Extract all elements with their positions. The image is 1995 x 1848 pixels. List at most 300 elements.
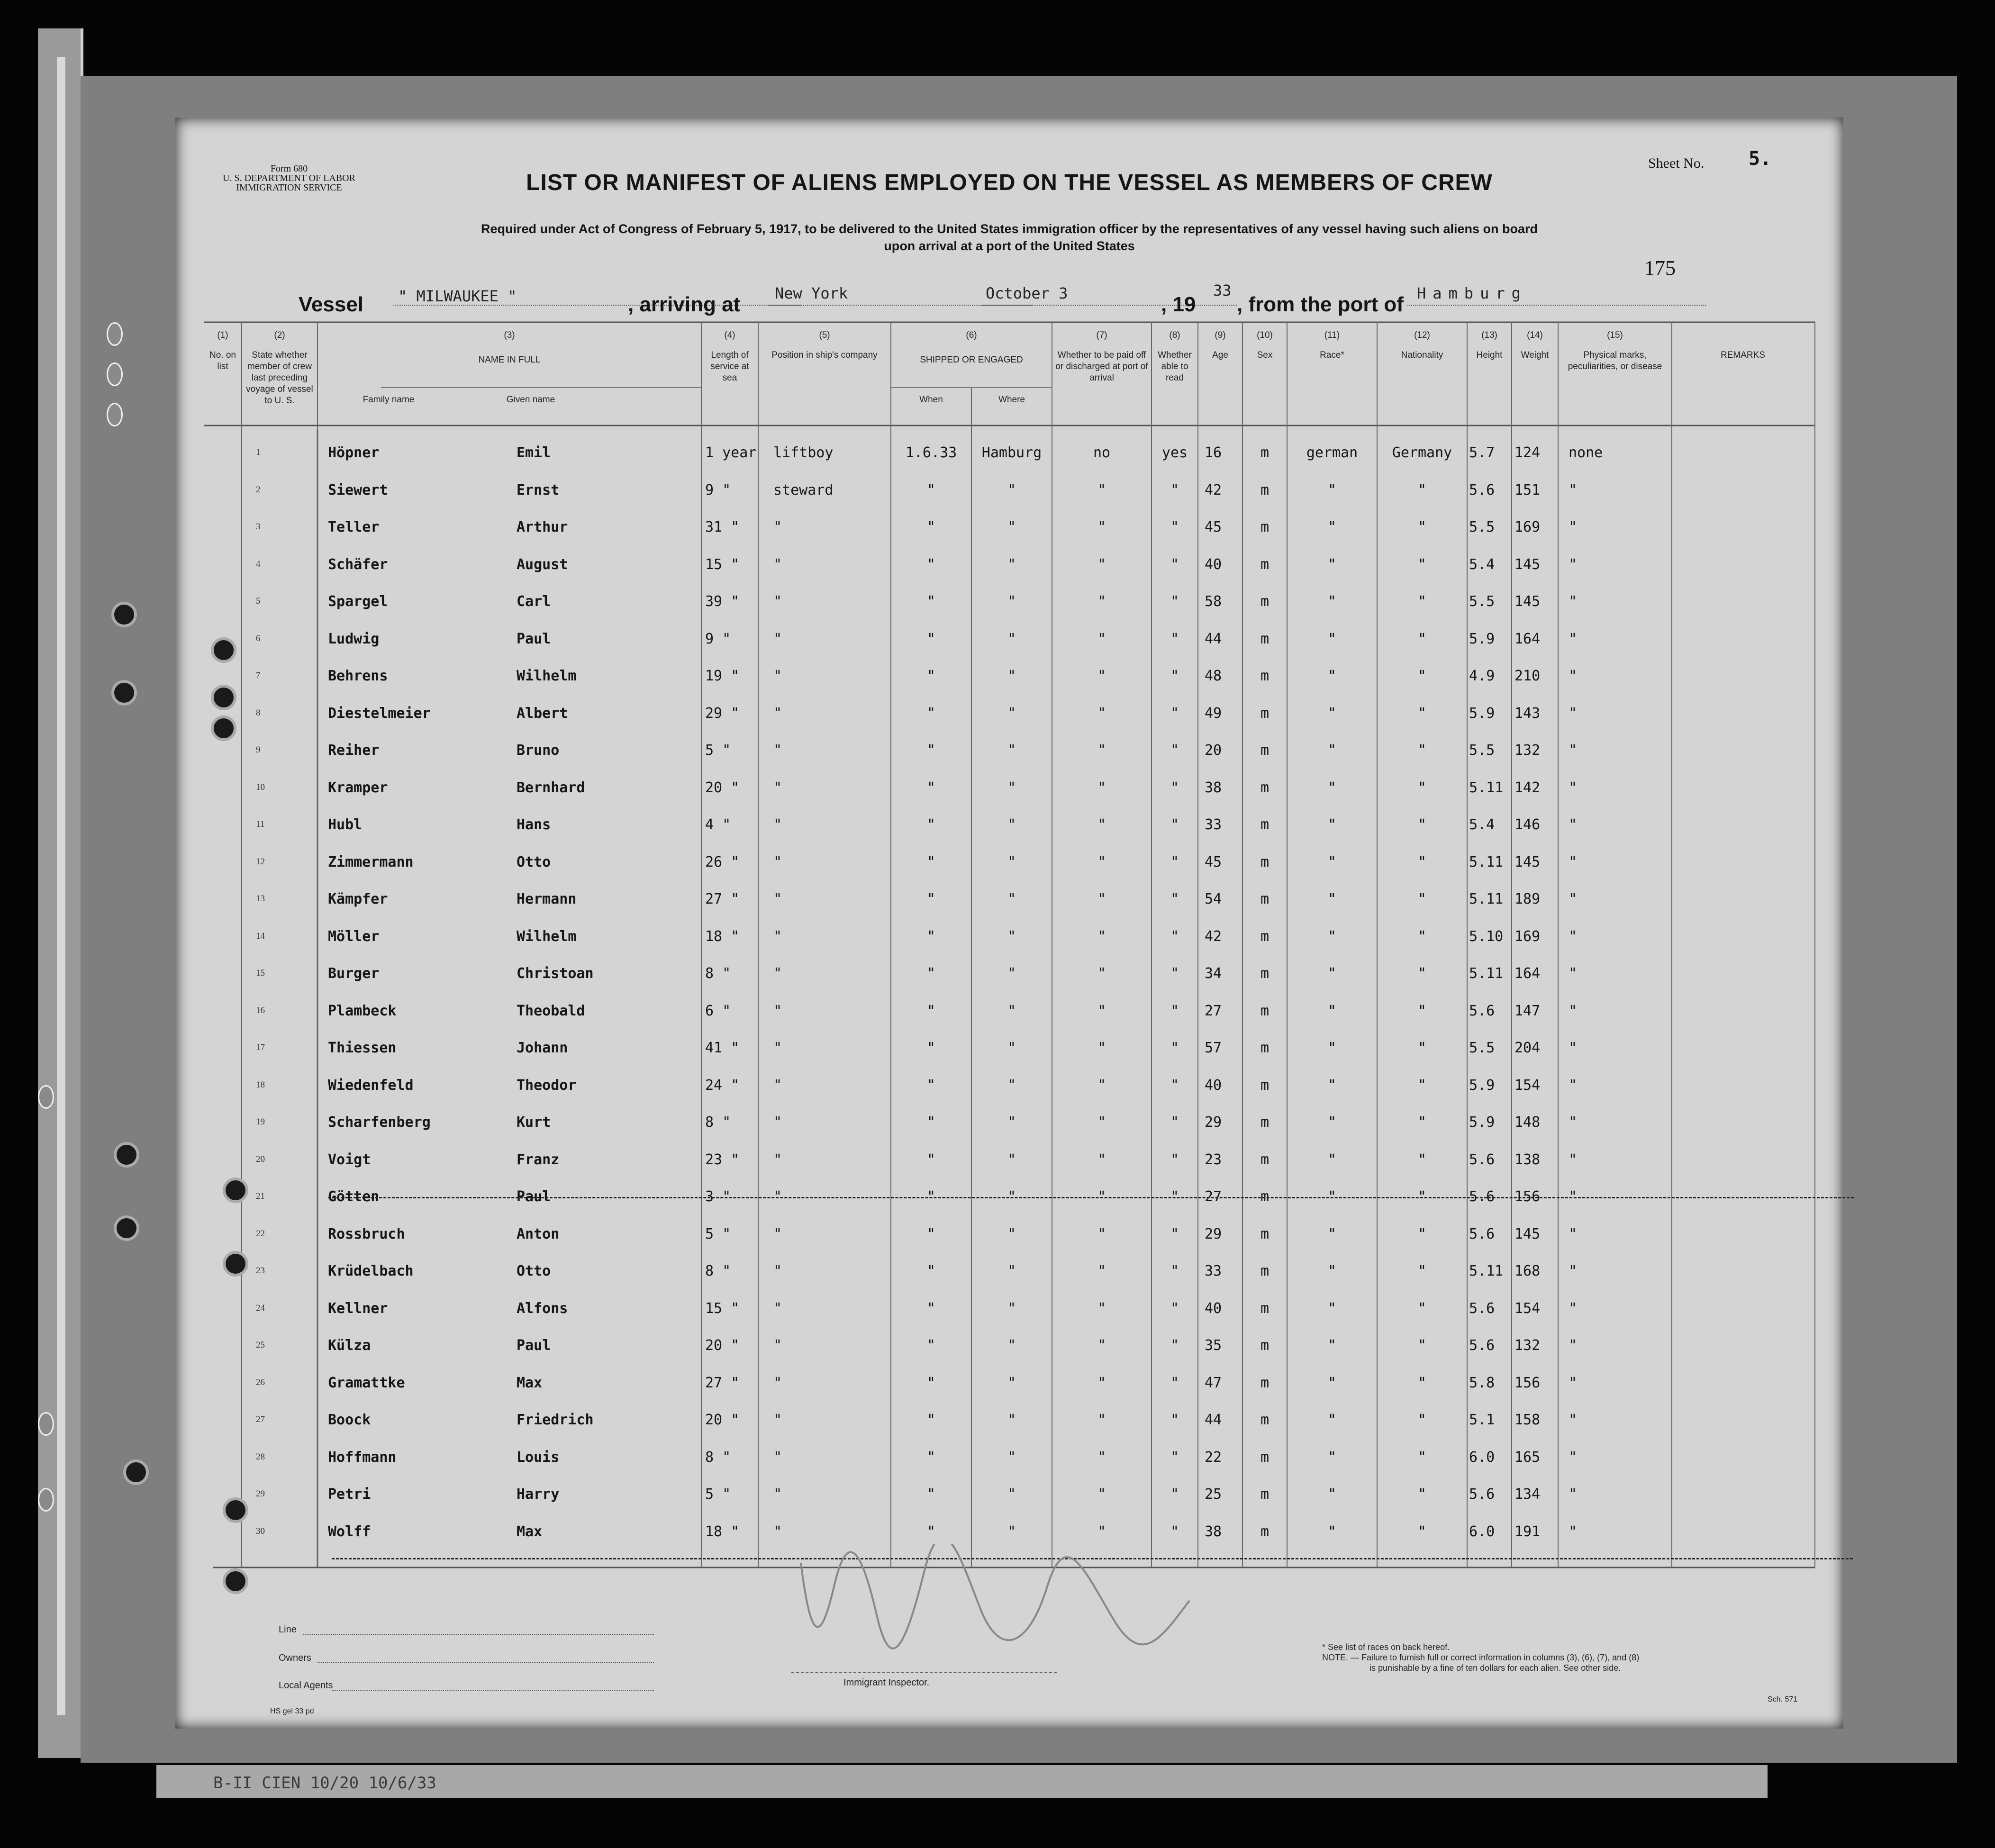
cell-height: 5.4 — [1469, 556, 1495, 573]
cell-where: " — [1007, 519, 1016, 535]
cell-when: " — [926, 1114, 936, 1131]
cell-race: " — [1327, 1486, 1337, 1503]
cell-height: 6.0 — [1469, 1449, 1495, 1466]
cell-marks: " — [1569, 965, 1578, 982]
cell-paid: " — [1097, 1486, 1106, 1503]
cell-marks: " — [1569, 1486, 1578, 1503]
cell-when: " — [926, 1002, 936, 1019]
cell-age: 54 — [1205, 891, 1222, 907]
cell-sex: m — [1260, 1412, 1270, 1428]
cell-paid: " — [1097, 1188, 1106, 1205]
cell-when: " — [926, 705, 936, 722]
cell-marks: " — [1569, 1040, 1578, 1056]
row-number: 9 — [256, 745, 261, 755]
cell-sex: m — [1260, 1040, 1270, 1056]
cell-given: Paul — [517, 1188, 551, 1205]
cell-position: " — [773, 1412, 782, 1428]
cell-where: " — [1007, 1449, 1016, 1466]
cell-weight: 134 — [1514, 1486, 1541, 1503]
column-number: (1) — [217, 330, 228, 340]
cell-weight: 154 — [1514, 1300, 1541, 1317]
column-header: Weight — [1521, 350, 1549, 360]
cell-age: 33 — [1205, 1263, 1222, 1279]
cell-where: " — [1007, 481, 1016, 498]
cell-where: " — [1007, 965, 1016, 982]
cell-service: 41 " — [705, 1040, 740, 1056]
local-agents-label: Local Agents — [279, 1680, 333, 1691]
cell-when: " — [926, 779, 936, 796]
cell-service: 8 " — [705, 1449, 731, 1466]
cell-age: 35 — [1205, 1337, 1222, 1354]
cell-nationality: " — [1417, 481, 1427, 498]
cell-where: " — [1007, 853, 1016, 870]
cell-where: " — [1007, 630, 1016, 647]
cell-weight: 204 — [1514, 1040, 1541, 1056]
cell-age: 47 — [1205, 1374, 1222, 1391]
cell-when: " — [926, 668, 936, 684]
cell-where: " — [1007, 1263, 1016, 1279]
cell-read: " — [1170, 1225, 1179, 1242]
cell-read: " — [1170, 593, 1179, 610]
column-header: Position in ship's company — [771, 350, 878, 360]
cell-where: " — [1007, 705, 1016, 722]
cell-marks: " — [1569, 742, 1578, 759]
cell-family: Spargel — [328, 593, 388, 610]
cell-age: 40 — [1205, 1077, 1222, 1094]
cell-race: " — [1327, 705, 1337, 722]
cell-position: liftboy — [773, 444, 834, 461]
schedule-number: Sch. 571 — [1768, 1695, 1798, 1703]
cell-given: Paul — [517, 630, 551, 647]
cell-marks: " — [1569, 1374, 1578, 1391]
cell-age: 57 — [1205, 1040, 1222, 1056]
cell-age: 44 — [1205, 1412, 1222, 1428]
row-number: 1 — [256, 447, 261, 457]
cell-marks: " — [1569, 705, 1578, 722]
cell-race: " — [1327, 1002, 1337, 1019]
cell-race: " — [1327, 742, 1337, 759]
cell-position: " — [773, 816, 782, 833]
cell-paid: " — [1097, 928, 1106, 945]
cell-sex: m — [1260, 1225, 1270, 1242]
cell-marks: " — [1569, 1225, 1578, 1242]
row-number: 7 — [256, 670, 261, 680]
cell-family: Krüdelbach — [328, 1263, 414, 1279]
column-number: (14) — [1527, 330, 1543, 340]
cell-service: 9 " — [705, 630, 731, 647]
cell-height: 5.11 — [1469, 891, 1504, 907]
punch-hole — [223, 1568, 248, 1594]
owners-label: Owners — [279, 1653, 311, 1663]
cell-paid: " — [1097, 779, 1106, 796]
cell-read: " — [1170, 1077, 1179, 1094]
cell-marks: " — [1569, 519, 1578, 535]
cell-read: " — [1170, 1188, 1179, 1205]
cell-sex: m — [1260, 444, 1270, 461]
column-number: (2) — [274, 330, 285, 340]
punch-hole — [123, 1459, 149, 1485]
cell-nationality: " — [1417, 853, 1427, 870]
cell-position: " — [773, 1040, 782, 1056]
cell-marks: " — [1569, 779, 1578, 796]
column-number: (15) — [1607, 330, 1623, 340]
cell-sex: m — [1260, 1151, 1270, 1168]
cell-weight: 156 — [1514, 1374, 1541, 1391]
cell-race: " — [1327, 965, 1337, 982]
cell-age: 44 — [1205, 630, 1222, 647]
row-number: 21 — [256, 1191, 265, 1201]
cell-position: " — [773, 1337, 782, 1354]
cell-race: " — [1327, 928, 1337, 945]
cell-nationality: " — [1417, 1225, 1427, 1242]
cell-family: Siewert — [328, 481, 388, 498]
cell-nationality: " — [1417, 816, 1427, 833]
cell-age: 42 — [1205, 928, 1222, 945]
cell-race: german — [1306, 444, 1358, 461]
cell-read: " — [1170, 668, 1179, 684]
cell-read: " — [1170, 1523, 1179, 1540]
cell-paid: " — [1097, 1040, 1106, 1056]
line-label: Line — [279, 1624, 297, 1635]
cell-nationality: " — [1417, 1523, 1427, 1540]
cell-service: 20 " — [705, 1412, 740, 1428]
penalty-note-1: NOTE. — Failure to furnish full or correct information in columns (3), (6), (7), and (8) — [1322, 1653, 1640, 1662]
cell-weight: 145 — [1514, 556, 1541, 573]
cell-paid: " — [1097, 668, 1106, 684]
column-number: (10) — [1257, 330, 1273, 340]
cell-paid: " — [1097, 1077, 1106, 1094]
cell-height: 5.11 — [1469, 1263, 1504, 1279]
binder-ring — [107, 362, 123, 386]
cell-position: " — [773, 593, 782, 610]
cell-sex: m — [1260, 519, 1270, 535]
cell-paid: " — [1097, 593, 1106, 610]
cell-given: Hermann — [517, 891, 577, 907]
cell-family: Boock — [328, 1412, 371, 1428]
cell-position: " — [773, 1225, 782, 1242]
cell-race: " — [1327, 668, 1337, 684]
sheet-label: Sheet No. — [1648, 155, 1705, 171]
cell-race: " — [1327, 630, 1337, 647]
cell-race: " — [1327, 1337, 1337, 1354]
cell-paid: " — [1097, 816, 1106, 833]
column-header: No. on list — [209, 350, 236, 371]
cell-position: " — [773, 779, 782, 796]
row-number: 15 — [256, 968, 265, 978]
cell-weight: 189 — [1514, 891, 1541, 907]
cell-service: 8 " — [705, 1114, 731, 1131]
cell-where: " — [1007, 1077, 1016, 1094]
row-number: 4 — [256, 559, 261, 569]
cell-height: 4.9 — [1469, 668, 1495, 684]
column-header: Sex — [1257, 350, 1273, 360]
cell-service: 18 " — [705, 1523, 740, 1540]
cell-service: 15 " — [705, 1300, 740, 1317]
row-number: 3 — [256, 522, 261, 532]
cell-where: " — [1007, 1040, 1016, 1056]
row-number: 10 — [256, 782, 265, 792]
cell-family: Gramattke — [328, 1374, 405, 1391]
page-title: LIST OR MANIFEST OF ALIENS EMPLOYED ON THE VESSEL AS MEMBERS OF CREW — [526, 170, 1493, 195]
arrival-port: New York — [775, 284, 848, 302]
cell-sex: m — [1260, 668, 1270, 684]
cell-age: 33 — [1205, 816, 1222, 833]
inspector-label: Immigrant Inspector. — [843, 1677, 930, 1688]
cell-read: " — [1170, 742, 1179, 759]
cell-weight: 210 — [1514, 668, 1541, 684]
cell-given: Louis — [517, 1449, 560, 1466]
cell-service: 27 " — [705, 891, 740, 907]
form-number: Form 680 — [270, 163, 308, 174]
cell-when: " — [926, 1374, 936, 1391]
column-number: (12) — [1414, 330, 1430, 340]
punch-hole — [223, 1178, 248, 1203]
cell-service: 31 " — [705, 519, 740, 535]
cell-age: 25 — [1205, 1486, 1222, 1503]
cell-race: " — [1327, 1114, 1337, 1131]
cell-where: " — [1007, 779, 1016, 796]
cell-family: Petri — [328, 1486, 371, 1503]
binder-ring — [107, 403, 123, 426]
column-number: (6) — [966, 330, 977, 340]
cell-race: " — [1327, 1523, 1337, 1540]
cell-service: 20 " — [705, 779, 740, 796]
vessel-label: Vessel — [299, 293, 364, 316]
row-number: 26 — [256, 1377, 265, 1387]
cell-height: 6.0 — [1469, 1523, 1495, 1540]
row-number: 28 — [256, 1451, 265, 1462]
cell-given: Franz — [517, 1151, 560, 1168]
cell-position: " — [773, 705, 782, 722]
row-number: 17 — [256, 1042, 265, 1052]
cell-sex: m — [1260, 779, 1270, 796]
binder-strip — [57, 57, 65, 1715]
column-header: Race* — [1320, 350, 1344, 360]
row-number: 16 — [256, 1005, 265, 1015]
cell-where: " — [1007, 928, 1016, 945]
column-number: (5) — [819, 330, 830, 340]
cell-nationality: " — [1417, 1300, 1427, 1317]
cell-service: 1 year — [705, 444, 757, 461]
cell-marks: none — [1569, 444, 1603, 461]
cell-weight: 132 — [1514, 742, 1541, 759]
cell-read: " — [1170, 1151, 1179, 1168]
cell-nationality: " — [1417, 1188, 1427, 1205]
column-header: Age — [1212, 350, 1228, 360]
cell-sex: m — [1260, 742, 1270, 759]
cell-weight: 164 — [1514, 630, 1541, 647]
cell-paid: " — [1097, 1412, 1106, 1428]
cell-marks: " — [1569, 853, 1578, 870]
row-number: 27 — [256, 1414, 265, 1424]
cell-read: " — [1170, 1002, 1179, 1019]
column-subheader: Family name — [363, 395, 415, 405]
cell-age: 49 — [1205, 705, 1222, 722]
cell-race: " — [1327, 1374, 1337, 1391]
cell-family: Kramper — [328, 779, 388, 796]
cell-race: " — [1327, 779, 1337, 796]
cell-when: " — [926, 1412, 936, 1428]
cell-height: 5.6 — [1469, 1151, 1495, 1168]
cell-height: 5.9 — [1469, 1114, 1495, 1131]
cell-when: " — [926, 1263, 936, 1279]
cell-read: " — [1170, 1374, 1179, 1391]
cell-given: Max — [517, 1523, 543, 1540]
cell-marks: " — [1569, 1151, 1578, 1168]
binder-ring — [38, 1412, 54, 1436]
cell-where: " — [1007, 1486, 1016, 1503]
cell-age: 27 — [1205, 1188, 1222, 1205]
cell-read: " — [1170, 1486, 1179, 1503]
cell-given: Bernhard — [517, 779, 585, 796]
cell-sex: m — [1260, 1114, 1270, 1131]
cell-marks: " — [1569, 593, 1578, 610]
cell-paid: " — [1097, 519, 1106, 535]
cell-when: " — [926, 1300, 936, 1317]
cell-marks: " — [1569, 928, 1578, 945]
cell-height: 5.11 — [1469, 779, 1504, 796]
cell-race: " — [1327, 1225, 1337, 1242]
cell-marks: " — [1569, 1114, 1578, 1131]
column-number: (8) — [1169, 330, 1180, 340]
cell-service: 29 " — [705, 705, 740, 722]
cell-height: 5.1 — [1469, 1412, 1495, 1428]
cell-age: 22 — [1205, 1449, 1222, 1466]
cell-race: " — [1327, 556, 1337, 573]
cell-where: " — [1007, 816, 1016, 833]
cell-given: Theobald — [517, 1002, 585, 1019]
cell-given: Arthur — [517, 519, 568, 535]
cell-position: " — [773, 1374, 782, 1391]
cell-read: " — [1170, 1040, 1179, 1056]
punch-hole — [111, 602, 137, 627]
cell-position: " — [773, 853, 782, 870]
cell-when: " — [926, 1523, 936, 1540]
column-number: (7) — [1096, 330, 1107, 340]
cell-when: " — [926, 965, 936, 982]
cell-weight: 154 — [1514, 1077, 1541, 1094]
cell-position: " — [773, 1151, 782, 1168]
cell-paid: " — [1097, 853, 1106, 870]
row-number: 11 — [256, 819, 265, 829]
cell-read: yes — [1161, 444, 1188, 461]
binder-ring — [38, 1488, 54, 1512]
cell-marks: " — [1569, 1412, 1578, 1428]
cell-race: " — [1327, 593, 1337, 610]
cell-age: 42 — [1205, 481, 1222, 498]
cell-sex: m — [1260, 1077, 1270, 1094]
cell-race: " — [1327, 481, 1337, 498]
cell-position: " — [773, 891, 782, 907]
cell-race: " — [1327, 1449, 1337, 1466]
cell-sex: m — [1260, 1374, 1270, 1391]
cell-service: 3 " — [705, 1188, 731, 1205]
cell-weight: 146 — [1514, 816, 1541, 833]
cell-height: 5.5 — [1469, 1040, 1495, 1056]
cell-service: 20 " — [705, 1337, 740, 1354]
column-number: (11) — [1324, 330, 1340, 340]
cell-family: Diestelmeier — [328, 705, 431, 722]
cell-age: 48 — [1205, 668, 1222, 684]
cell-given: Kurt — [517, 1114, 551, 1131]
punch-hole — [211, 685, 236, 710]
row-number: 14 — [256, 931, 265, 941]
cell-where: " — [1007, 668, 1016, 684]
cell-when: 1.6.33 — [905, 444, 957, 461]
cell-given: Theodor — [517, 1077, 577, 1094]
cell-nationality: " — [1417, 1040, 1427, 1056]
cell-paid: " — [1097, 1374, 1106, 1391]
column-header: Length of service at sea — [710, 350, 749, 383]
cell-sex: m — [1260, 1337, 1270, 1354]
punch-hole — [211, 637, 236, 663]
cell-service: 27 " — [705, 1374, 740, 1391]
cell-paid: " — [1097, 1114, 1106, 1131]
cell-nationality: " — [1417, 1002, 1427, 1019]
cell-nationality: " — [1417, 668, 1427, 684]
year-suffix: 33 — [1213, 281, 1232, 299]
column-header: Whether to be paid off or discharged at port of arrival — [1055, 350, 1148, 383]
cell-height: 5.5 — [1469, 593, 1495, 610]
cell-service: 23 " — [705, 1151, 740, 1168]
cell-when: " — [926, 630, 936, 647]
cell-where: " — [1007, 1151, 1016, 1168]
row-number: 8 — [256, 707, 261, 718]
cell-position: " — [773, 1486, 782, 1503]
cell-given: Albert — [517, 705, 568, 722]
row-number: 23 — [256, 1266, 265, 1276]
sheet-number: 5. — [1749, 148, 1772, 170]
cell-position: " — [773, 1263, 782, 1279]
cell-weight: 191 — [1514, 1523, 1541, 1540]
cell-given: August — [517, 556, 568, 573]
cell-paid: " — [1097, 1523, 1106, 1540]
cell-height: 5.6 — [1469, 1225, 1495, 1242]
cell-age: 20 — [1205, 742, 1222, 759]
vessel-name: " MILWAUKEE " — [398, 287, 517, 305]
cell-where: " — [1007, 1412, 1016, 1428]
cell-family: Wiedenfeld — [328, 1077, 414, 1094]
cell-read: " — [1170, 556, 1179, 573]
cell-nationality: " — [1417, 891, 1427, 907]
cell-nationality: Germany — [1392, 444, 1452, 461]
cell-weight: 124 — [1514, 444, 1541, 461]
subtitle-line-2: upon arrival at a port of the United States — [884, 239, 1135, 253]
cell-nationality: " — [1417, 1263, 1427, 1279]
row-number: 5 — [256, 596, 261, 606]
cell-sex: m — [1260, 965, 1270, 982]
cell-height: 5.11 — [1469, 853, 1504, 870]
cell-when: " — [926, 1449, 936, 1466]
cell-marks: " — [1569, 1002, 1578, 1019]
cell-family: Ludwig — [328, 630, 380, 647]
cell-family: Burger — [328, 965, 380, 982]
column-subheader: When — [919, 395, 943, 405]
cell-given: Carl — [517, 593, 551, 610]
cell-where: " — [1007, 1114, 1016, 1131]
departure-port: Hamburg — [1417, 284, 1527, 302]
cell-height: 5.11 — [1469, 965, 1504, 982]
cell-family: Reiher — [328, 742, 380, 759]
column-header: SHIPPED OR ENGAGED — [920, 355, 1023, 365]
column-subheader: Given name — [506, 395, 555, 405]
cell-when: " — [926, 891, 936, 907]
cell-race: " — [1327, 853, 1337, 870]
column-header: Physical marks, peculiarities, or disease — [1568, 350, 1662, 371]
cell-position: " — [773, 1449, 782, 1466]
cell-age: 58 — [1205, 593, 1222, 610]
penalty-note-2: is punishable by a fine of ten dollars for each alien. See other side. — [1369, 1663, 1621, 1673]
